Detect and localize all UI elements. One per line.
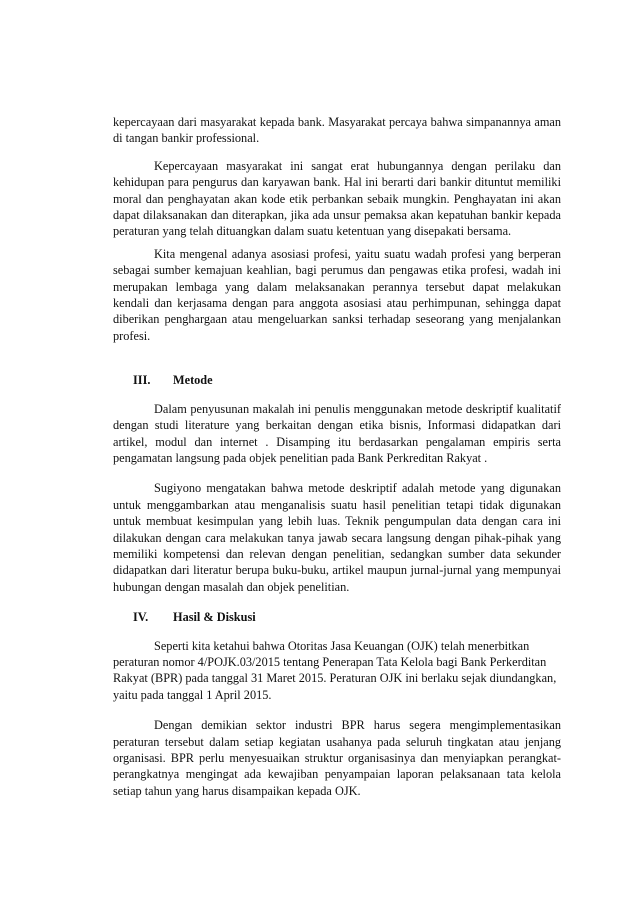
paragraph-metode-1: Dalam penyusunan makalah ini penulis menggunakan metode deskriptif kualitatif dengan studi literature yang berkaitan dengan etika bisnis, Informasi didapatkan dari artikel, modul dan internet . Disamping itu berdasarkan pengalaman empiris serta pengamatan langsung pada objek penelitian pada Bank Perkreditan Rakyat . — [113, 401, 561, 465]
paragraph-intro-2: Kepercayaan masyarakat ini sangat erat hubungannya dengan perilaku dan kehidupan para pengurus dan karyawan bank. Hal ini berarti dari bankir dituntut memiliki moral dan penghayatan akan kode etik perbankan sebaik mungkin. Penghayatan ini akan dapat dilaksanakan dan diterapkan, jika ada unsur pemaksa akan kepatuhan bankir kepada peraturan yang telah dituangkan dalam suatu ketentuan yang disepakati bersama. — [113, 158, 561, 239]
section-title: Metode — [173, 373, 213, 388]
section-number: IV. — [133, 610, 149, 625]
section-number: III. — [133, 373, 151, 388]
paragraph-hasil-1: Seperti kita ketahui bahwa Otoritas Jasa Keuangan (OJK) telah menerbitkan peraturan nomor 4/POJK.03/2015 tentang Penerapan Tata Kelola bagi Bank Perkerditan Rakyat (BPR) pada tanggal 31 Maret 2015. Peraturan OJK ini berlaku sejak diundangkan, yaitu pada tanggal 1 April 2015. — [113, 638, 557, 702]
paragraph-intro-1: kepercayaan dari masyarakat kepada bank. Masyarakat percaya bahwa simpanannya aman di tangan bankir professional. — [113, 115, 561, 146]
paragraph-metode-2: Sugiyono mengatakan bahwa metode deskriptif adalah metode yang digunakan untuk menggambarkan atau menganalisis suatu hasil penelitian tetapi tidak digunakan untuk membuat kesimpulan yang lebih luas. Teknik pengumpulan data dengan cara ini dilakukan dengan cara melakukan tanya jawab secara langsung dengan pihak-pihak yang memiliki kompetensi dan relevan dengan penelitian, sedangkan sumber data sekunder didapatkan dari literatur berupa buku-buku, artikel maupun jurnal-jurnal yang mempunyai hubungan dengan masalah dan objek penelitian. — [113, 481, 561, 594]
section-heading-metode — [113, 372, 561, 388]
section-heading-hasil-diskusi — [113, 609, 561, 625]
paragraph-hasil-2: Dengan demikian sektor industri BPR harus segera mengimplementasikan peraturan tersebut dalam setiap kegiatan usahanya pada seluruh tingkatan atau jenjang organisasi. BPR perlu menyesuaikan struktur organisasinya dan menyiapkan perangkat-perangkatnya mengingat ada kewajiban penyampaian laporan pelaksanaan tata kelola setiap tahun yang harus disampaikan kepada OJK. — [113, 718, 561, 798]
paragraph-intro-3: Kita mengenal adanya asosiasi profesi, yaitu suatu wadah profesi yang berperan sebagai sumber kemajuan keahlian, bagi perumus dan pengawas etika profesi, wadah ini merupakan lembaga yang dalam melaksanakan perannya tersebut dapat melakukan kendali dan kerjasama dengan para anggota asosiasi atau perhimpunan, sehingga dapat diberikan penghargaan atau mengeluarkan sanksi terhadap seseorang yang menjalankan profesi. — [113, 246, 561, 343]
document-page — [113, 114, 561, 799]
section-title: Hasil & Diskusi — [173, 610, 256, 625]
